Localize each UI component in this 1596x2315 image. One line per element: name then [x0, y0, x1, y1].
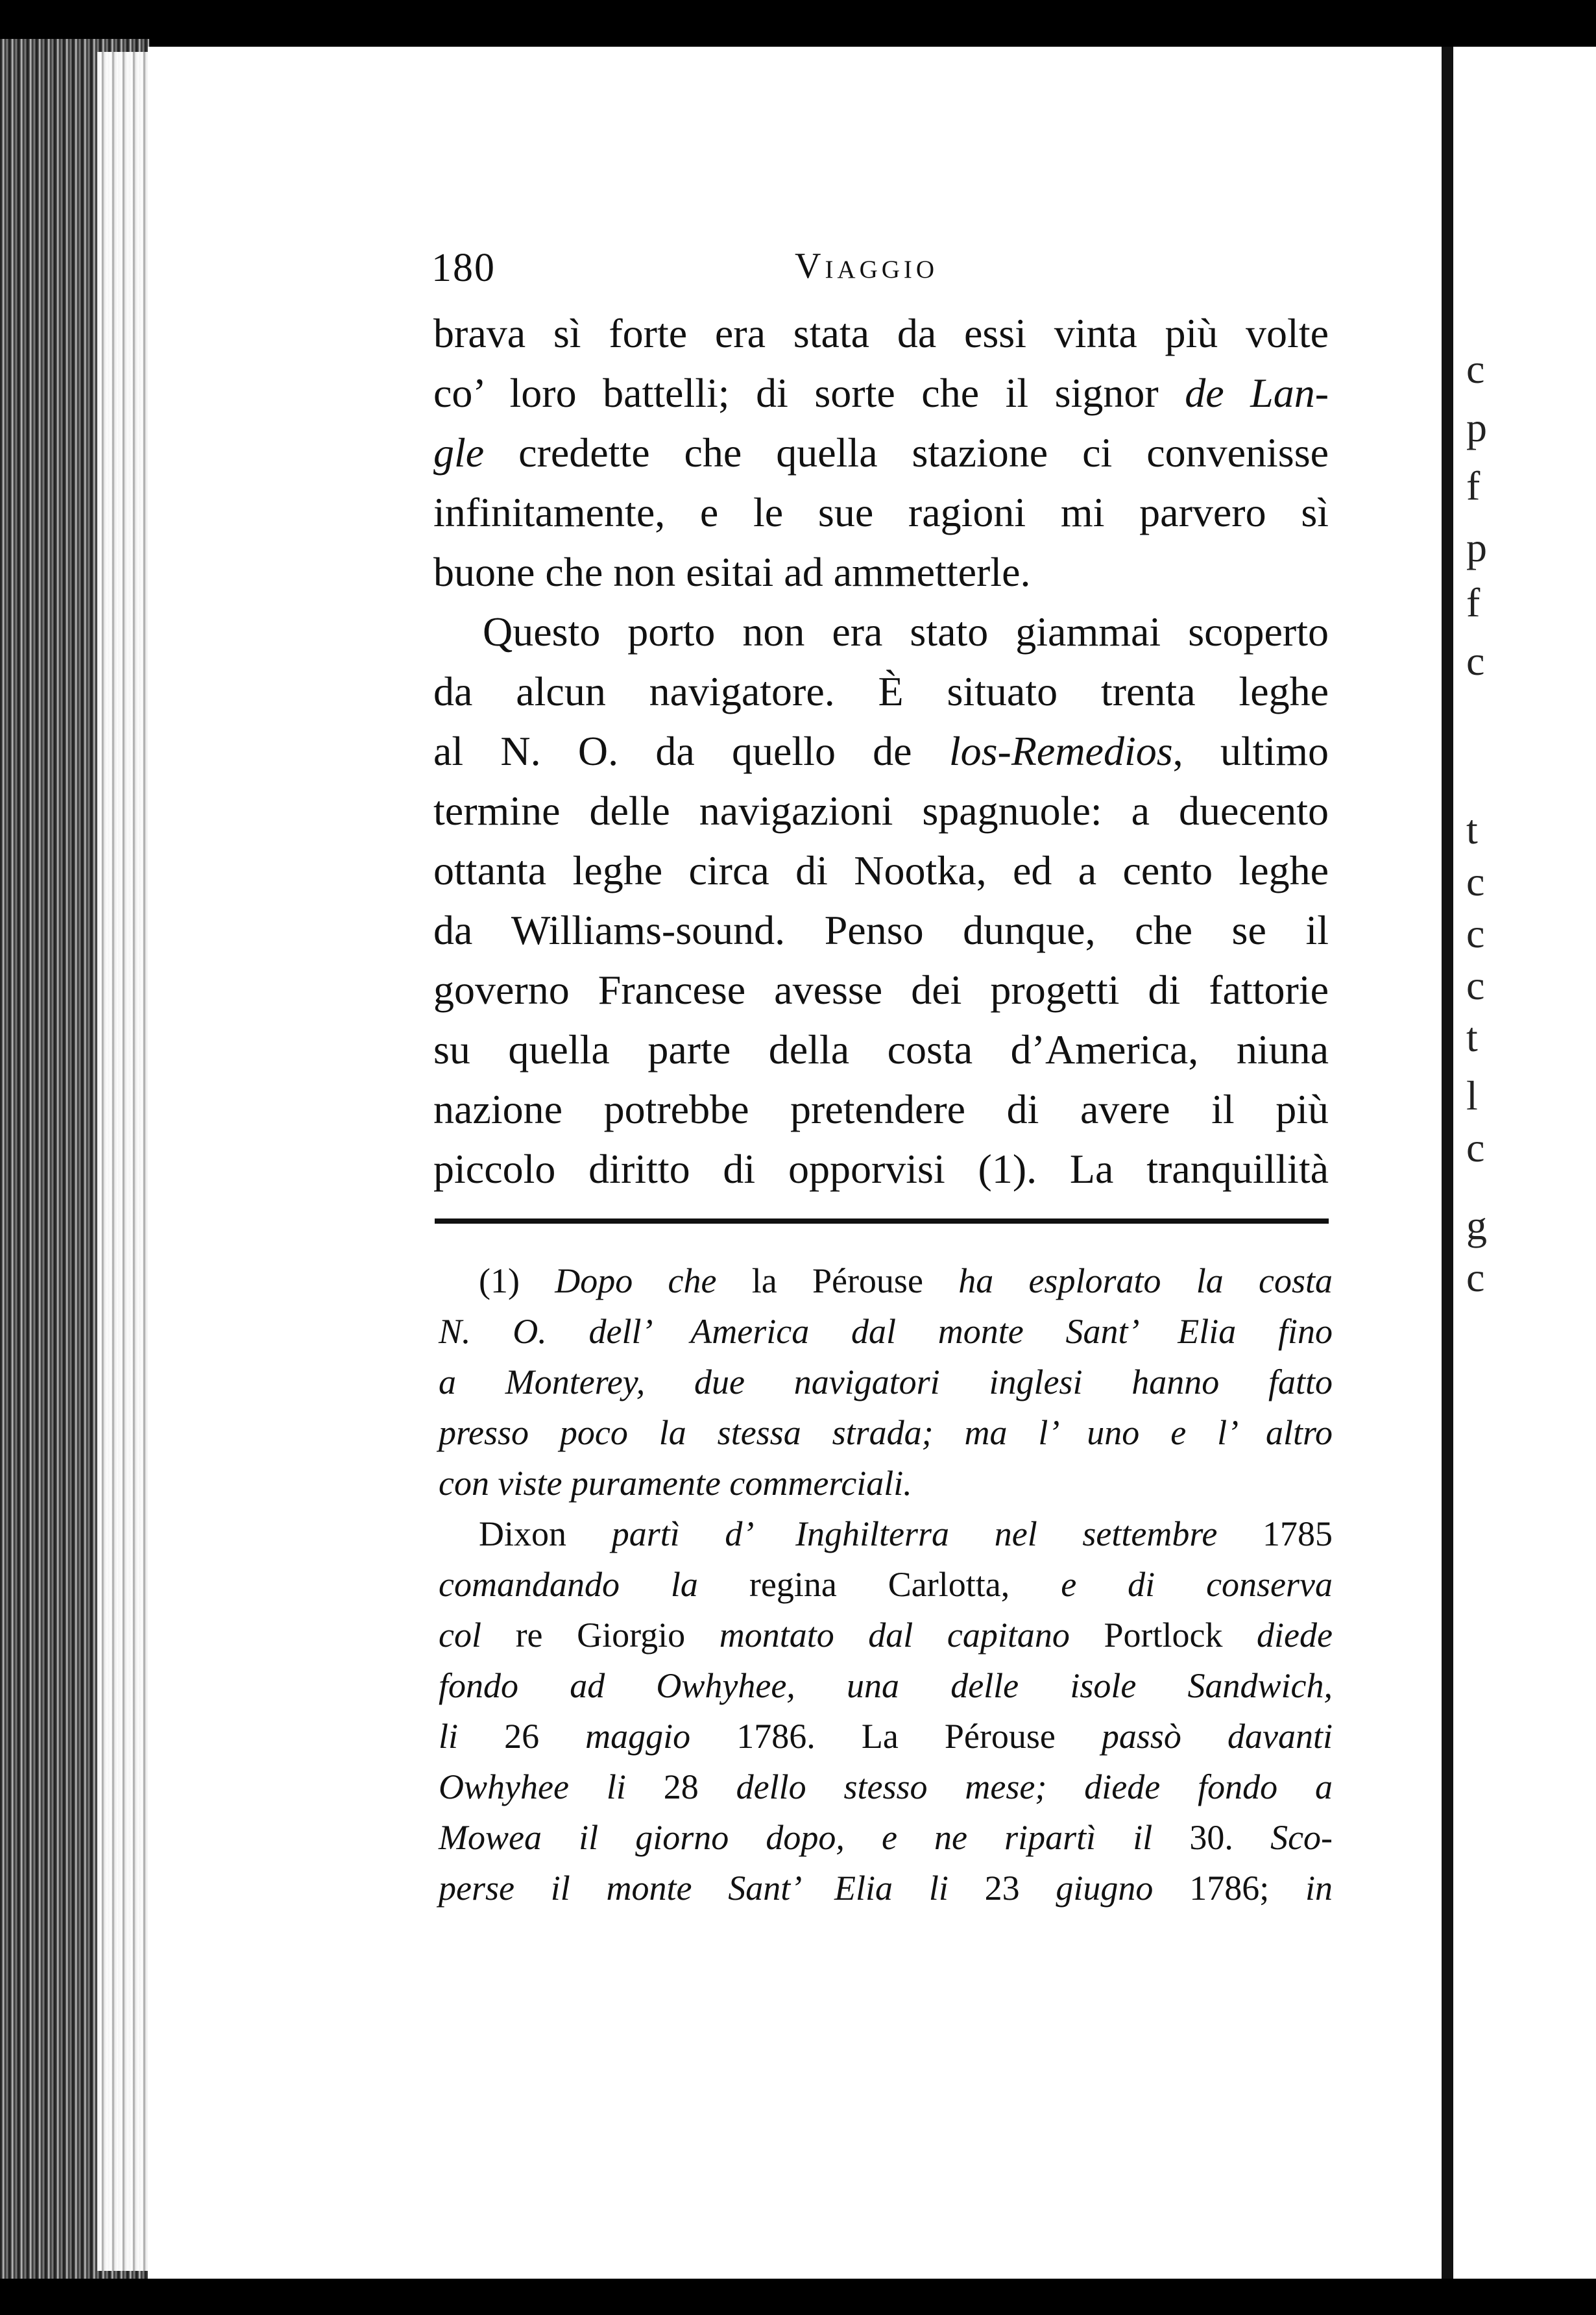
body-text [433, 304, 1329, 1199]
facing-page-letter: c [1466, 346, 1485, 392]
facing-page-letter: p [1466, 524, 1487, 570]
facing-page-letter: f [1466, 463, 1481, 509]
footnote-line: Dixon partì d’ Inghilterra nel settembre 1785 [479, 1514, 1333, 1553]
body-line: su quella parte della costa d’America, niuna [433, 1026, 1329, 1073]
body-line: brava sì forte era stata da essi vinta più volte [433, 310, 1329, 356]
footnote-line: fondo ad Owhyhee, una delle isole Sandwich, [439, 1666, 1333, 1705]
facing-page-letter: c [1466, 638, 1485, 684]
facing-page-letter: p [1466, 404, 1487, 450]
facing-page-letter: c [1466, 1124, 1485, 1170]
body-line: al N. O. da quello de los-Remedios, ultimo [433, 728, 1329, 774]
facing-page-letter: c [1466, 962, 1485, 1008]
footnote-line: col re Giorgio montato dal capitano Portlock diede [439, 1616, 1333, 1654]
facing-page-letter: c [1466, 1254, 1485, 1300]
facing-page [1442, 47, 1596, 2279]
scan-border-bottom [0, 2279, 1596, 2315]
facing-page-letter: g [1466, 1202, 1487, 1248]
footnote-line: li 26 maggio 1786. La Pérouse passò davanti [439, 1717, 1333, 1756]
page-stack-edge [97, 52, 156, 2271]
facing-page-letter: c [1466, 858, 1485, 904]
body-line: buone che non esitai ad ammetterle. [433, 549, 1031, 595]
facing-page-letter: l [1466, 1073, 1478, 1119]
body-line: governo Francese avesse dei progetti di fattorie [433, 967, 1329, 1013]
facing-page-letter: f [1466, 579, 1481, 625]
body-line: ottanta leghe circa di Nootka, ed a cento leghe [433, 847, 1329, 893]
body-line: infinitamente, e le sue ragioni mi parvero sì [433, 489, 1329, 535]
body-line: nazione potrebbe pretendere di avere il più [433, 1086, 1329, 1132]
facing-page-letter: c [1466, 910, 1485, 956]
body-line: da Williams-sound. Penso dunque, che se il [433, 907, 1329, 953]
footnote-line: con viste puramente commerciali. [439, 1464, 912, 1503]
running-title: Viaggio [795, 246, 939, 286]
body-line: piccolo diritto di opporvisi (1). La tranquillità [433, 1146, 1329, 1192]
footnote-line: a Monterey, due navigatori inglesi hanno fatto [439, 1363, 1333, 1401]
footnote-line: comandando la regina Carlotta, e di conserva [439, 1565, 1333, 1604]
footnote-line: (1) Dopo che la Pérouse ha esplorato la costa [479, 1261, 1333, 1300]
footnote-line: N. O. dell’ America dal monte Sant’ Elia fino [439, 1312, 1333, 1351]
facing-page-letter: t [1466, 806, 1478, 853]
body-line: Questo porto non era stato giammai scoperto [483, 609, 1329, 655]
footnote-line: presso poco la stessa strada; ma l’ uno e l’ altro [439, 1413, 1333, 1452]
body-line: da alcun navigatore. È situato trenta leghe [433, 668, 1329, 714]
footnote-line: Owhyhee li 28 dello stesso mese; diede fondo a [439, 1767, 1333, 1806]
facing-page-letter: t [1466, 1014, 1478, 1060]
footnote-line: Mowea il giorno dopo, e ne ripartì il 30. Sco- [439, 1818, 1333, 1857]
body-line: co’ loro battelli; di sorte che il signor de Lan- [433, 370, 1329, 416]
body-line: gle credette che quella stazione ci convenisse [433, 430, 1329, 476]
page-number: 180 [431, 246, 496, 290]
footnote [439, 1255, 1333, 1913]
footnote-line: perse il monte Sant’ Elia li 23 giugno 1786; in [439, 1869, 1333, 1908]
body-line: termine delle navigazioni spagnuole: a duecento [433, 788, 1329, 834]
footnote-rule [435, 1218, 1329, 1224]
